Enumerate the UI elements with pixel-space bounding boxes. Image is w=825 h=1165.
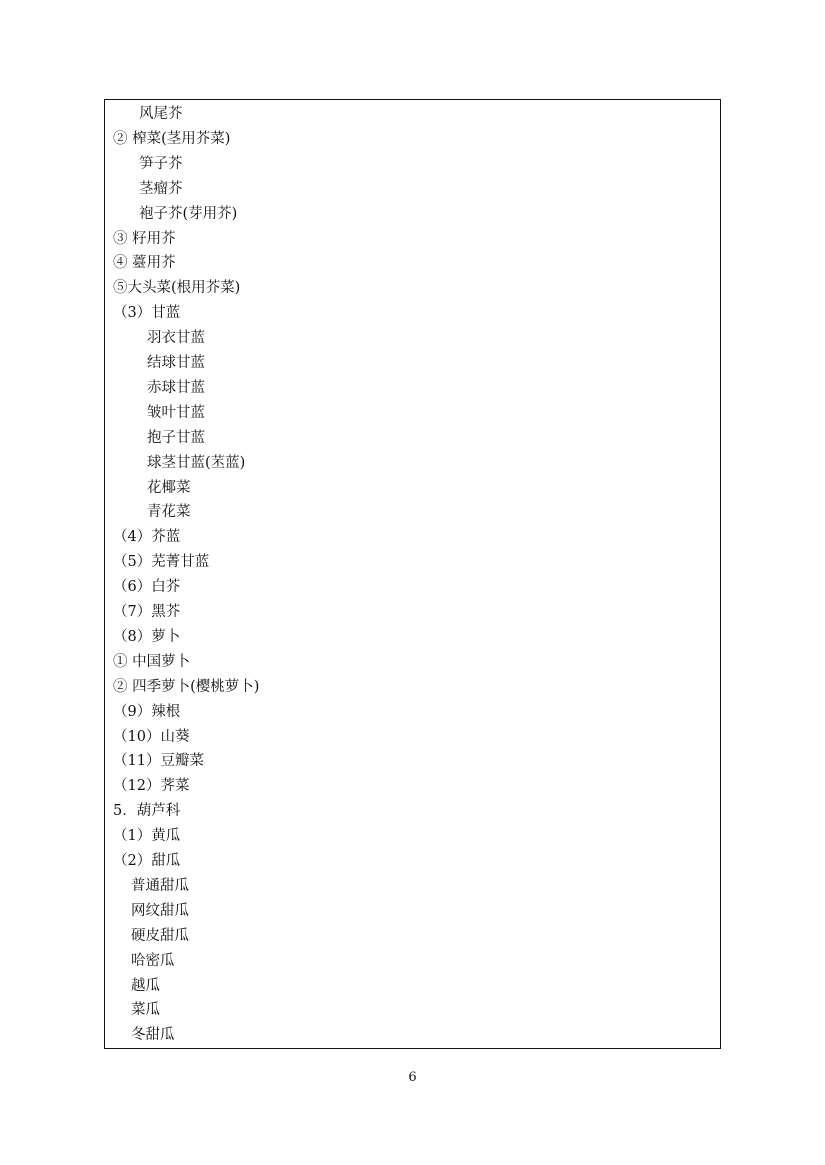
list-item: 皱叶甘蓝 — [147, 404, 205, 421]
list-item: （1）黄瓜 — [113, 828, 181, 845]
list-item: ⑤大头菜(根用芥菜) — [113, 280, 241, 297]
list-item: 花椰菜 — [147, 479, 191, 496]
list-item: 哈密瓜 — [131, 952, 175, 969]
list-item: （2）甜瓜 — [113, 853, 181, 869]
list-item: 网纹甜瓜 — [131, 902, 189, 919]
list-item: （10）山葵 — [113, 728, 190, 745]
list-item: （4）芥蓝 — [113, 529, 181, 546]
list-item: （6）白芥 — [113, 579, 181, 596]
list-item: （3）甘蓝 — [113, 305, 181, 322]
list-item: 风尾芥 — [139, 106, 183, 122]
list-item: 冬甜瓜 — [131, 1027, 175, 1044]
list-item: 普通甜瓜 — [131, 877, 189, 894]
list-item: 菜瓜 — [131, 1002, 160, 1019]
list-item: ③ 籽用芥 — [113, 230, 176, 247]
list-item: 越瓜 — [131, 977, 160, 994]
list-item: （5）芜菁甘蓝 — [113, 554, 210, 571]
list-item: 5．葫芦科 — [113, 803, 181, 820]
list-item: 青花菜 — [147, 504, 191, 521]
list-item: 抱子甘蓝 — [147, 429, 205, 446]
list-item: 硬皮甜瓜 — [131, 927, 189, 944]
list-item: 羽衣甘蓝 — [147, 330, 205, 347]
list-item: （12）荠菜 — [113, 778, 190, 795]
list-item: （9）辣根 — [113, 703, 181, 720]
list-item: 茎瘤芥 — [139, 180, 183, 197]
list-item: ① 中国萝卜 — [113, 653, 191, 670]
list-item: （11）豆瓣菜 — [113, 753, 204, 770]
list-item: 笋子芥 — [139, 155, 183, 172]
list-item: 袍子芥(芽用芥) — [139, 205, 238, 222]
list-item: ② 榨菜(茎用芥菜) — [113, 130, 231, 147]
list-item: ④ 薹用芥 — [113, 255, 176, 272]
list-item: 赤球甘蓝 — [147, 379, 205, 396]
list-item: （8）萝卜 — [113, 628, 181, 645]
page-number: 6 — [408, 1070, 417, 1085]
list-item: ② 四季萝卜(樱桃萝卜) — [113, 678, 260, 695]
list-item: （7）黑芥 — [113, 604, 181, 620]
content-box — [104, 99, 721, 1049]
list-item: 球茎甘蓝(苤蓝) — [147, 454, 246, 471]
list-item: 结球甘蓝 — [147, 355, 205, 371]
